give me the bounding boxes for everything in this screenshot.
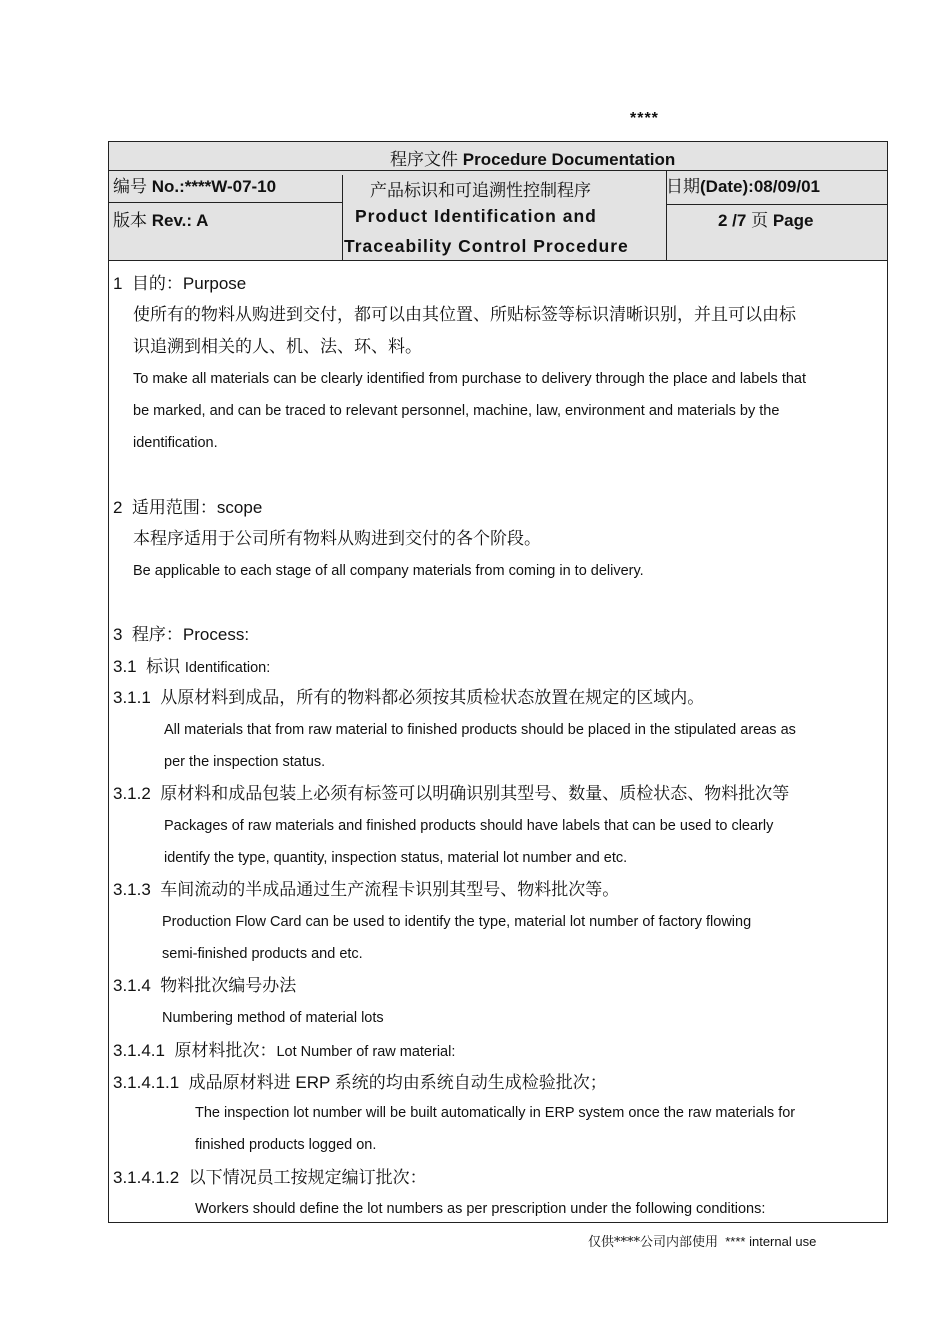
footer-note: 仅供****公司内部使用 **** internal use: [588, 1234, 817, 1250]
section-1-en-line-3: identification.: [133, 435, 218, 451]
header-divider-right: [666, 204, 887, 205]
section-3-1-3: 3.1.3 车间流动的半成品通过生产流程卡识别其型号、物料批次等。: [113, 880, 620, 900]
top-mark: ****: [630, 110, 659, 127]
section-3-1-3-en-1: Production Flow Card can be used to identify the type, material lot number of factory flowing: [162, 914, 752, 930]
section-1-zh-line-2: 识追溯到相关的人、机、法、环、料。: [133, 337, 422, 357]
section-2-en: Be applicable to each stage of all company materials from coming in to delivery.: [133, 563, 644, 579]
section-1-en-line-2: be marked, and can be traced to relevant personnel, machine, law, environment and materials by the: [133, 403, 780, 419]
section-3-1-2: 3.1.2 原材料和成品包装上必须有标签可以明确识别其型号、数量、质检状态、物料批次等: [113, 784, 790, 804]
doc-revision: 版本 Rev.: A: [113, 211, 209, 231]
section-2-zh: 本程序适用于公司所有物料从购进到交付的各个阶段。: [133, 529, 541, 549]
doc-date: 日期(Date):08/09/01: [666, 177, 821, 197]
section-3-1-4-1-1-en-2: finished products logged on.: [195, 1137, 377, 1153]
section-3-1-1-en-1: All materials that from raw material to finished products should be placed in the stipulated areas as: [164, 722, 796, 738]
section-3-1-4-1-1: 3.1.4.1.1 成品原材料进 ERP 系统的均由系统自动生成检验批次；: [113, 1073, 607, 1093]
doc-page: 2 /7 页 Page: [718, 211, 814, 231]
procedure-name-en-1: Product Identification and: [355, 206, 597, 226]
section-3-1-1: 3.1.1 从原材料到成品，所有的物料都必须按其质检状态放置在规定的区域内。: [113, 688, 705, 708]
section-3-1-4-1-1-en-1: The inspection lot number will be built automatically in ERP system once the raw materials for: [195, 1105, 796, 1121]
doc-number: 编号 No.:****W-07-10: [113, 177, 277, 197]
section-3-1-2-en-2: identify the type, quantity, inspection status, material lot number and etc.: [164, 850, 628, 866]
header-vline-left: [342, 175, 343, 260]
doc-title: 程序文件 Procedure Documentation: [390, 150, 676, 170]
header-divider-left: [109, 202, 342, 203]
section-3-1-4-en: Numbering method of material lots: [162, 1010, 384, 1026]
section-3-heading: 3 程序：Process:: [113, 625, 250, 645]
section-3-1-4-1: 3.1.4.1 原材料批次：Lot Number of raw material:: [113, 1041, 456, 1061]
section-3-1-3-en-2: semi-finished products and etc.: [162, 946, 363, 962]
section-1-en-line-1: To make all materials can be clearly identified from purchase to delivery through the place and labels that: [133, 371, 807, 387]
header-divider: [109, 170, 887, 171]
section-3-1-1-en-2: per the inspection status.: [164, 754, 326, 770]
section-3-1-4: 3.1.4 物料批次编号办法: [113, 976, 297, 996]
section-1-zh-line-1: 使所有的物料从购进到交付，都可以由其位置、所贴标签等标识清晰识别，并且可以由标: [133, 305, 796, 325]
section-2-heading: 2 适用范围：scope: [113, 498, 263, 518]
section-3-1-heading: 3.1 标识 Identification:: [113, 657, 271, 677]
section-3-1-4-1-2-en: Workers should define the lot numbers as per prescription under the following conditions:: [195, 1201, 766, 1217]
procedure-name-zh: 产品标识和可追溯性控制程序: [370, 181, 591, 201]
section-3-1-4-1-2: 3.1.4.1.2 以下情况员工按规定编订批次：: [113, 1168, 427, 1188]
section-1-heading: 1 目的：Purpose: [113, 274, 247, 294]
section-3-1-2-en-1: Packages of raw materials and finished products should have labels that can be used to clearly: [164, 818, 774, 834]
procedure-name-en-2: Traceability Control Procedure: [344, 236, 629, 256]
